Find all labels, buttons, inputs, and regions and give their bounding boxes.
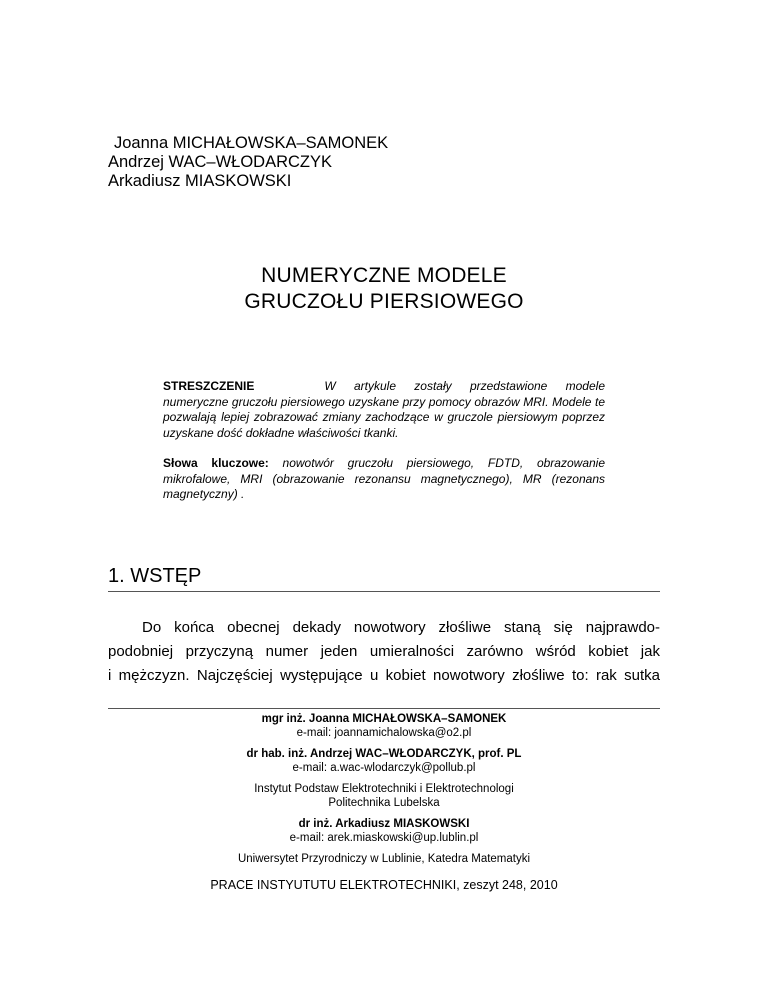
- abstract-label: STRESZCZENIE: [163, 379, 255, 393]
- keywords: [163, 456, 605, 503]
- section-heading: 1. WSTĘP: [108, 565, 202, 587]
- institution: Uniwersytet Przyrodniczy w Lublinie, Katedra Matematyki: [237, 853, 531, 865]
- author-name: Andrzej WAC–WŁODARCZYK: [108, 153, 333, 171]
- section-divider: [108, 591, 660, 592]
- institution-line: Instytut Podstaw Elektrotechniki i Elektrotechnologi: [254, 783, 514, 795]
- author-email: e-mail: arek.miaskowski@up.lublin.pl: [289, 832, 479, 844]
- author-list: [108, 134, 388, 191]
- paragraph-line: i mężczyzn. Najczęściej występujące u kobiet nowotwory złośliwe to: rak sutka: [108, 667, 660, 684]
- author-affiliation-block: [108, 817, 660, 845]
- institution: [108, 782, 660, 810]
- author-credential: dr inż. Arkadiusz MIASKOWSKI: [298, 818, 470, 830]
- paragraph-line: podobniej przyczyną numer jeden umieralności zarówno wśród kobiet jak: [108, 643, 660, 660]
- author-affiliation-block: [108, 747, 660, 775]
- title-line: GRUCZOŁU PIERSIOWEGO: [244, 290, 524, 313]
- keywords-label: Słowa kluczowe:: [163, 456, 269, 470]
- title-line: NUMERYCZNE MODELE: [261, 264, 507, 287]
- author-name: Joanna MICHAŁOWSKA–SAMONEK: [114, 134, 389, 152]
- author-name: Arkadiusz MIASKOWSKI: [108, 172, 292, 190]
- author-credential: dr hab. inż. Andrzej WAC–WŁODARCZYK, prof. PL: [246, 748, 522, 760]
- author-affiliation-block: [108, 712, 660, 740]
- author-email: e-mail: joannamichalowska@o2.pl: [296, 727, 472, 739]
- body-paragraph: [108, 616, 660, 688]
- keywords-text: nowotwór gruczołu piersiowego, FDTD, obrazowanie mikrofalowe, MRI (obrazowanie rezonansu magnetycznego), MR (rezonans magnetyczny) .: [163, 456, 606, 501]
- paper-title: [0, 263, 768, 315]
- journal-reference: PRACE INSTYUTUTU ELEKTROTECHNIKI, zeszyt 248, 2010: [210, 878, 558, 892]
- author-footnote: [108, 712, 660, 892]
- abstract: [163, 379, 605, 441]
- author-credential: mgr inż. Joanna MICHAŁOWSKA–SAMONEK: [261, 713, 507, 725]
- author-email: e-mail: a.wac-wlodarczyk@pollub.pl: [292, 762, 476, 774]
- institution-line: Politechnika Lubelska: [328, 797, 440, 809]
- abstract-text: W artykule zostały przedstawione modele numeryczne gruczołu piersiowego uzyskane przy pomocy obrazów MRI. Modele te pozwalają lepiej zobrazować zmiany zachodzące w gruczole piersiowym poprzez uzyskane dość dokładne właściwości tkanki.: [163, 379, 605, 440]
- footnote-divider: [108, 708, 660, 709]
- paragraph-line: Do końca obecnej dekady nowotwory złośliwe staną się najprawdo-: [142, 619, 660, 636]
